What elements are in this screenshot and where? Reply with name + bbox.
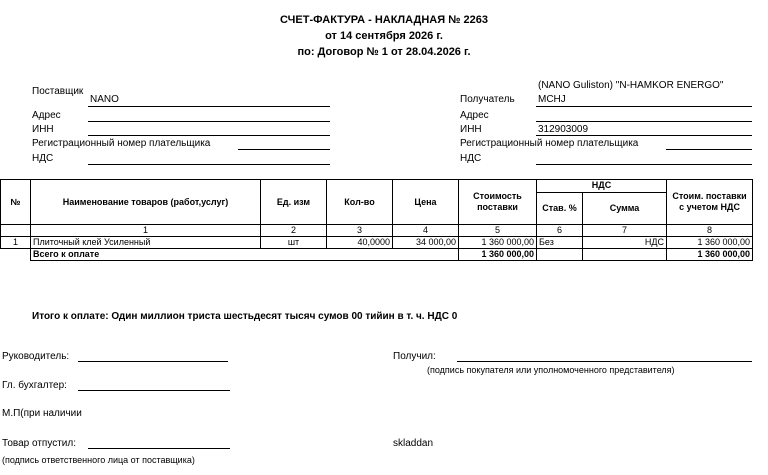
column-number: 4 [393, 225, 459, 237]
col-no-header: № [1, 180, 31, 225]
invoice-title: СЧЕТ-ФАКТУРА - НАКЛАДНАЯ № 2263 [280, 14, 488, 26]
supplier-address-line [88, 121, 330, 122]
accountant-signature-line [78, 390, 230, 391]
supplier-inn-label: ИНН [32, 124, 54, 135]
supplier-vat-line [88, 164, 330, 165]
col-vat-rate-header: Став. % [537, 192, 583, 224]
recipient-inn-line [536, 135, 752, 136]
accountant-label: Гл. бухгалтер: [2, 380, 67, 391]
supplier-vat-label: НДС [32, 153, 54, 164]
recipient-reg-line [666, 149, 752, 150]
invoice-date: от 14 сентября 2026 г. [325, 30, 443, 42]
column-number: 5 [459, 225, 537, 237]
warehouse-note: skladdan [393, 438, 434, 449]
row-price: 34 000,00 [393, 237, 459, 249]
column-number: 8 [667, 225, 753, 237]
total-in-words: Итого к оплате: Один миллион триста шестьдесят тысяч сумов 00 тийин в т. ч. НДС 0 [32, 311, 458, 322]
row-name: Плиточный клей Усиленный [31, 237, 261, 249]
recipient-address-line [536, 121, 752, 122]
row-vat-sum: НДС [583, 237, 667, 249]
recipient-label: Получатель [460, 94, 515, 105]
row-total: 1 360 000,00 [667, 237, 753, 249]
released-label: Товар отпустил: [2, 438, 76, 449]
total-spacer [1, 249, 31, 261]
row-no: 1 [1, 237, 31, 249]
col-unit-header: Ед. изм [261, 180, 327, 225]
director-signature-line [78, 361, 228, 362]
col-vat-header: НДС [537, 180, 667, 193]
recipient-address-label: Адрес [460, 110, 489, 121]
recipient-line [536, 106, 752, 107]
invoice-table [0, 179, 753, 261]
column-number: 1 [31, 225, 261, 237]
received-signature-line [457, 361, 752, 362]
recipient-vat-label: НДС [460, 153, 482, 164]
column-number [1, 225, 31, 237]
recipient-reg-label: Регистрационный номер плательщика [460, 138, 639, 149]
table-header-row [1, 180, 753, 193]
released-caption: (подпись ответственного лица от поставщика) [2, 455, 195, 465]
row-cost: 1 360 000,00 [459, 237, 537, 249]
total-vat-sum [583, 249, 667, 261]
column-number: 6 [537, 225, 583, 237]
recipient-vat-line [536, 164, 752, 165]
total-label: Всего к оплате [31, 249, 459, 261]
recipient-inn-label: ИНН [460, 124, 482, 135]
col-name-header: Наименование товаров (работ,услуг) [31, 180, 261, 225]
recipient-inn-value: 312903009 [538, 124, 589, 135]
total-cost: 1 360 000,00 [459, 249, 537, 261]
row-qty: 40,0000 [327, 237, 393, 249]
recipient-value-line2: MCHJ [538, 94, 566, 105]
row-vat-rate: Без [537, 237, 583, 249]
supplier-line [88, 106, 330, 107]
supplier-address-label: Адрес [32, 110, 61, 121]
total-vat-rate [537, 249, 583, 261]
total-sum: 1 360 000,00 [667, 249, 753, 261]
recipient-value-line1: (NANO Guliston) "N-HAMKOR ENERGO" [538, 80, 724, 91]
column-number: 3 [327, 225, 393, 237]
received-label: Получил: [393, 351, 436, 362]
row-unit: шт [261, 237, 327, 249]
received-caption: (подпись покупателя или уполномоченного представителя) [427, 365, 675, 375]
col-vat-sum-header: Сумма [583, 192, 667, 224]
supplier-reg-line [238, 149, 330, 150]
supplier-label: Поставщик [32, 86, 84, 97]
col-cost-header: Стоимость поставки [459, 180, 537, 225]
table-row [1, 237, 753, 249]
supplier-value: NANO [90, 94, 119, 105]
column-number: 2 [261, 225, 327, 237]
supplier-inn-line [88, 135, 330, 136]
stamp-label: М.П(при наличии [2, 408, 82, 419]
col-qty-header: Кол-во [327, 180, 393, 225]
invoice-contract: по: Договор № 1 от 28.04.2026 г. [297, 46, 471, 58]
total-row [1, 249, 753, 261]
col-total-header: Стоим. поставки с учетом НДС [667, 180, 753, 225]
supplier-reg-label: Регистрационный номер плательщика [32, 138, 211, 149]
director-label: Руководитель: [2, 351, 70, 362]
released-signature-line [88, 448, 230, 449]
col-price-header: Цена [393, 180, 459, 225]
column-number: 7 [583, 225, 667, 237]
column-number-row [1, 225, 753, 237]
